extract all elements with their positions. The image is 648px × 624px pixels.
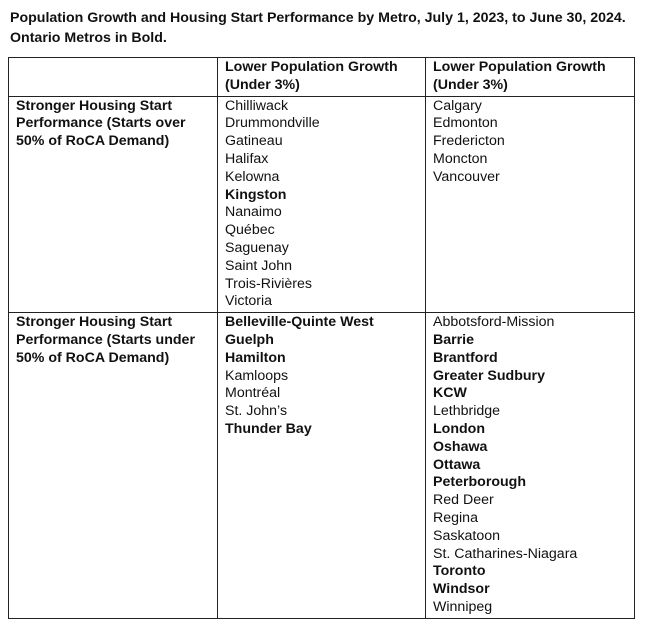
metro-list [426,96,635,313]
list-item-ontario-metro: Belleville-Quinte West [225,314,374,331]
list-item-ontario-metro: Oshawa [433,438,488,455]
list-item-ontario-metro: Greater Sudbury [433,367,545,384]
table-header-row [9,58,635,97]
list-item-metro: Abbotsford-Mission [433,314,555,331]
list-item-ontario-metro: KCW [433,385,467,402]
list-item-ontario-metro: London [433,420,485,437]
metro-list [218,96,426,313]
list-item-metro: Gatineau [225,133,283,150]
header-cell-column-2: Lower Population Growth (Under 3%) [426,58,635,97]
metro-table [8,57,635,619]
list-item-ontario-metro: Windsor [433,581,490,598]
list-item-metro: Trois-Rivières [225,275,312,292]
row-label: Stronger Housing Start Performance (Starts over 50% of RoCA Demand) [9,96,218,313]
list-item-ontario-metro: Kingston [225,186,287,203]
table-row [9,313,635,619]
list-item-ontario-metro: Toronto [433,563,486,580]
list-item-metro: Kamloops [225,367,289,384]
list-item-metro: Calgary [433,97,482,114]
list-item-ontario-metro: Hamilton [225,349,286,366]
metro-list [218,313,426,619]
list-item-metro: Québec [225,222,275,239]
header-cell-empty [9,58,218,97]
list-item-metro: Regina [433,509,478,526]
list-item-metro: Saguenay [225,239,289,256]
list-item-metro: Edmonton [433,115,498,132]
metro-list [426,313,635,619]
list-item-metro: Vancouver [433,168,500,185]
list-item-metro: St. John’s [225,403,288,420]
list-item-metro: St. Catharines-Niagara [433,545,578,562]
row-label: Stronger Housing Start Performance (Starts under 50% of RoCA Demand) [9,313,218,619]
list-item-metro: Nanaimo [225,204,282,221]
list-item-ontario-metro: Ottawa [433,456,481,473]
list-item-ontario-metro: Peterborough [433,474,527,491]
list-item-ontario-metro: Barrie [433,331,475,348]
list-item-metro: Kelowna [225,168,280,185]
list-item-metro: Halifax [225,150,269,167]
page-title: Population Growth and Housing Start Performance by Metro, July 1, 2023, to June 30, 2024. Ontario Metros in Bold. [10,10,626,46]
table-row [9,96,635,313]
list-item-ontario-metro: Thunder Bay [225,420,312,437]
list-item-metro: Drummondville [225,115,320,132]
list-item-metro: Lethbridge [433,403,501,420]
header-cell-column-1: Lower Population Growth (Under 3%) [218,58,426,97]
list-item-metro: Saskatoon [433,527,501,544]
list-item-metro: Fredericton [433,133,505,150]
list-item-metro: Chilliwack [225,97,289,114]
list-item-metro: Winnipeg [433,598,493,615]
list-item-metro: Montréal [225,385,281,402]
list-item-metro: Saint John [225,257,293,274]
list-item-ontario-metro: Brantford [433,349,498,366]
list-item-metro: Moncton [433,150,488,167]
list-item-ontario-metro: Guelph [225,331,274,348]
list-item-metro: Victoria [225,293,273,310]
list-item-metro: Red Deer [433,492,494,509]
